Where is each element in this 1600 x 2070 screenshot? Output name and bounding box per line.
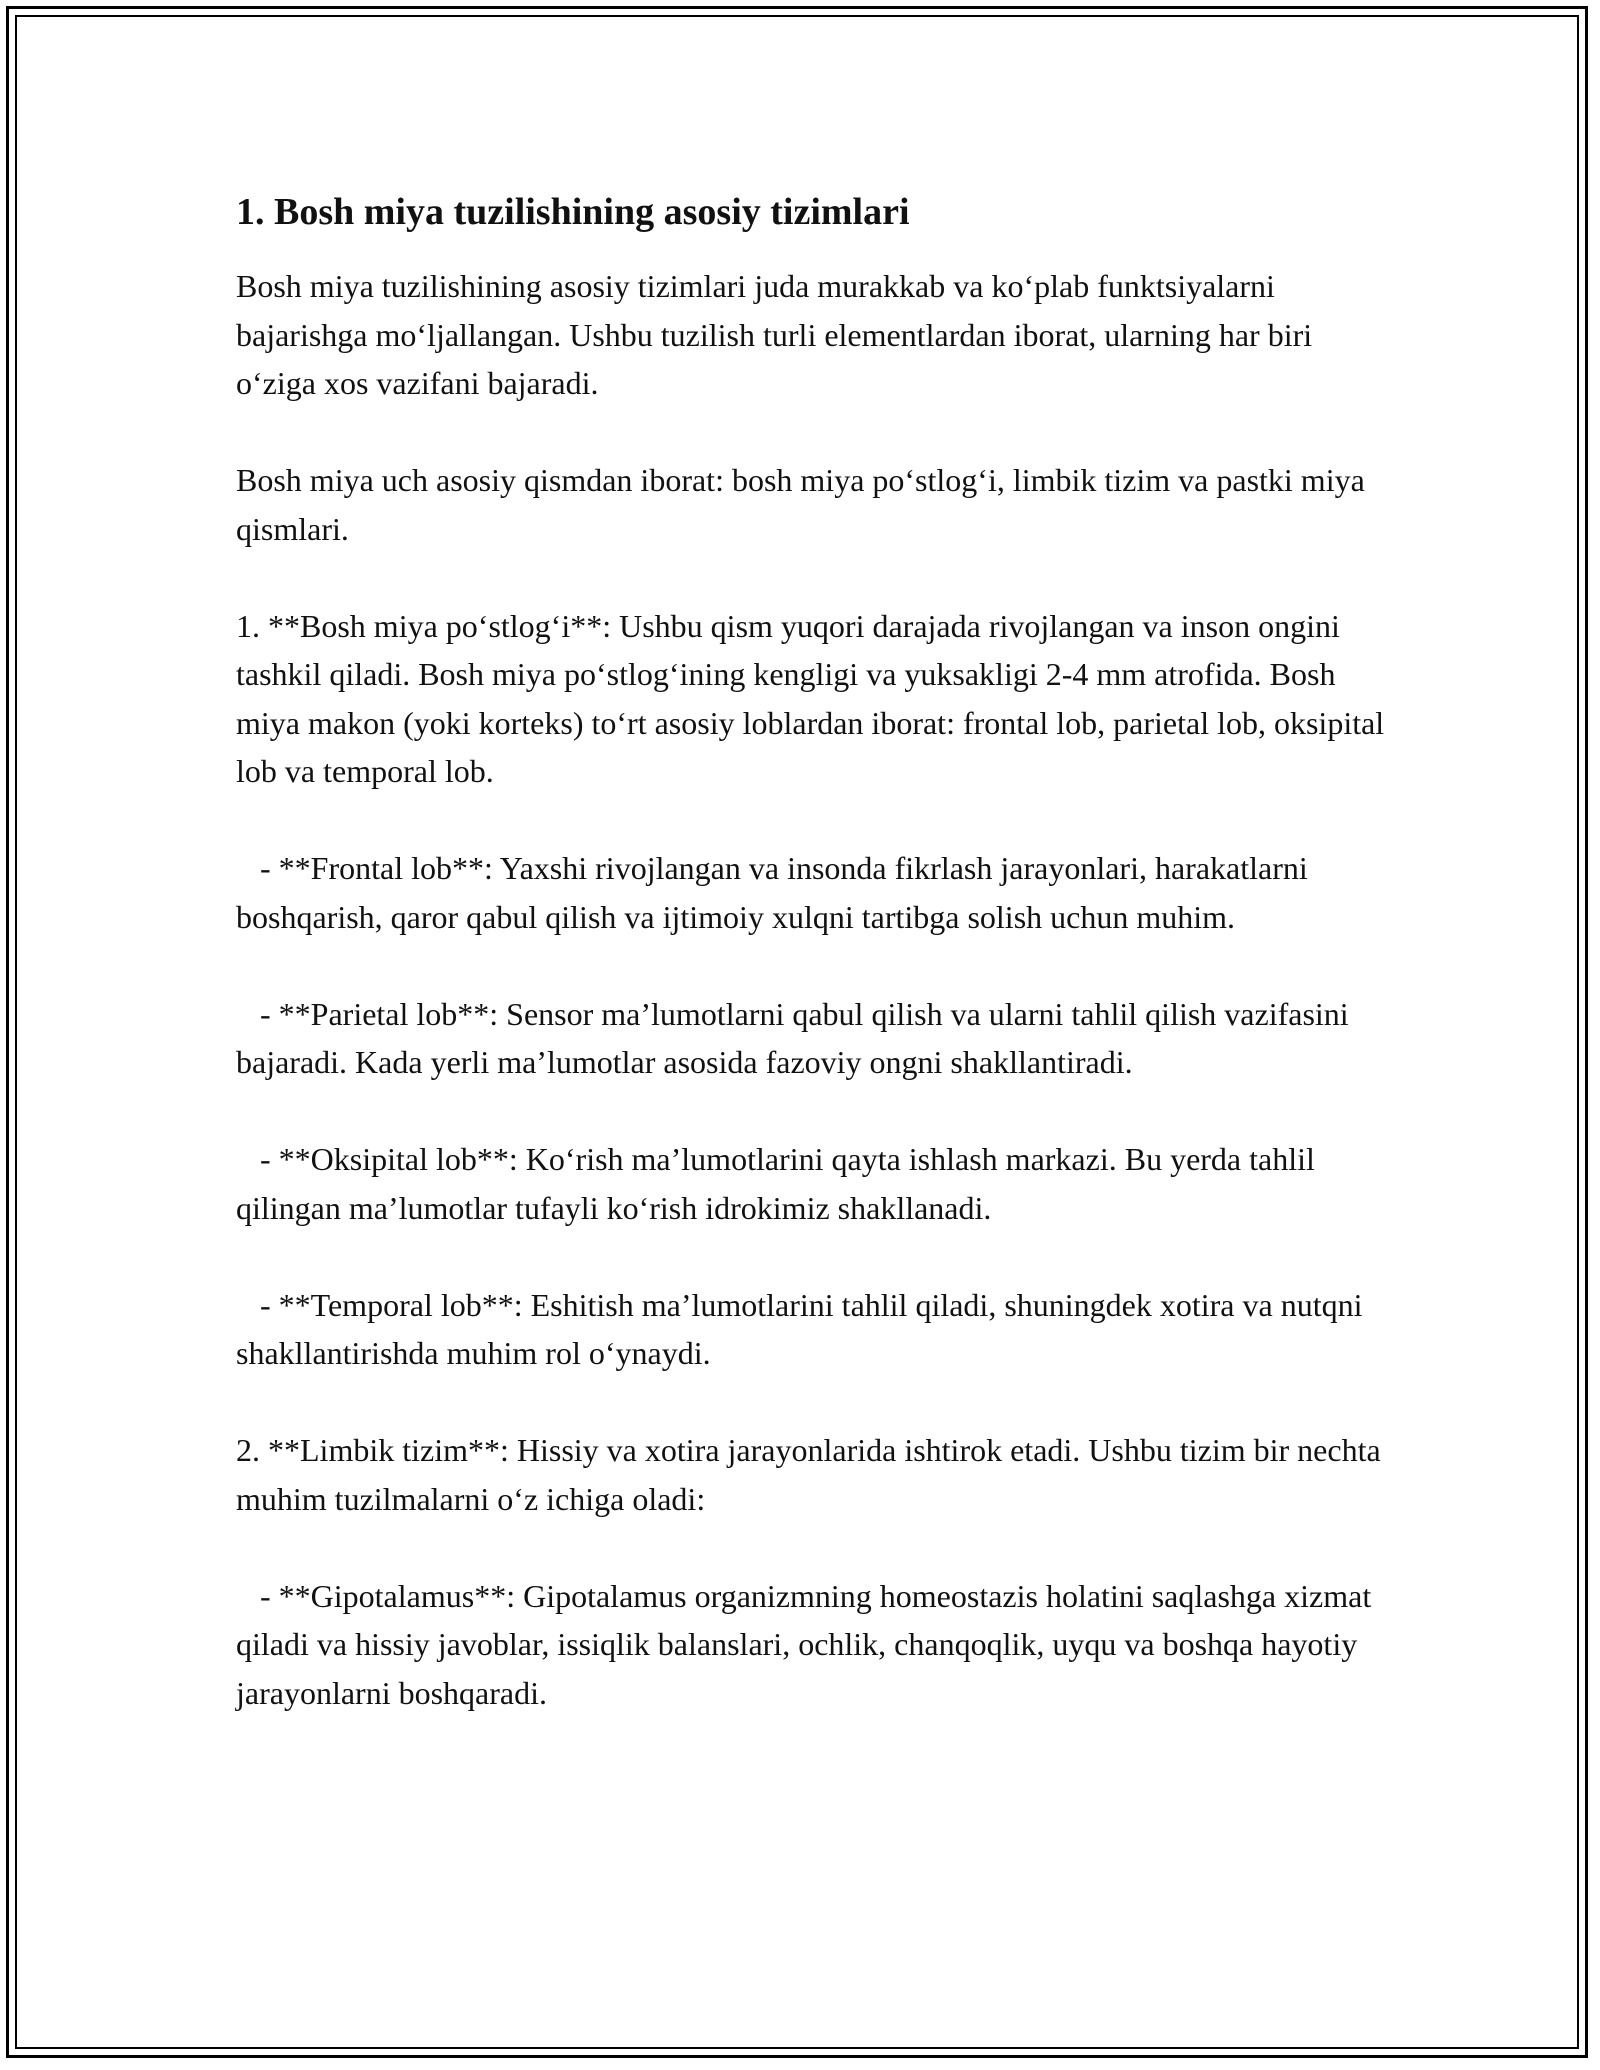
paragraph-limbic-system: 2. **Limbik tizim**: Hissiy va xotira jarayonlarida ishtirok etadi. Ushbu tizim bir nechta muhim tuzilmalarni o‘z ichiga oladi: — [236, 1432, 1389, 1517]
paragraph-hypothalamus: - **Gipotalamus**: Gipotalamus organizmning homeostazis holatini saqlashga xizmat qiladi va hissiy javoblar, issiqlik balanslari, ochlik, chanqoqlik, uyqu va boshqa hayotiy jarayonlarni boshqaradi. — [236, 1577, 1380, 1711]
section-heading: 1. Bosh miya tuzilishining asosiy tizimlari — [236, 191, 910, 233]
paragraph-temporal-lobe: - **Temporal lob**: Eshitish ma’lumotlarini tahlil qiladi, shuningdek xotira va nutqni shakllantirishda muhim rol o‘ynaydi. — [236, 1286, 1371, 1371]
document-body — [236, 188, 1393, 1766]
paragraph-cortex: 1. **Bosh miya po‘stlog‘i**: Ushbu qism yuqori darajada rivojlangan va inson ongini tashkil qiladi. Bosh miya po‘stlog‘ining kengligi va yuksakligi 2-4 mm atrofida. Bosh miya makon (yoki korteks) to‘rt asosiy loblardan iborat: frontal lob, parietal lob, oksipital lob va temporal lob. — [236, 607, 1393, 789]
paragraph-frontal-lobe: - **Frontal lob**: Yaxshi rivojlangan va insonda fikrlash jarayonlari, harakatlarni boshqarish, qaror qabul qilish va ijtimoiy xulqni tartibga solish uchun muhim. — [236, 850, 1316, 935]
paragraph-parietal-lobe: - **Parietal lob**: Sensor ma’lumotlarni qabul qilish va ularni tahlil qilish vazifasini bajaradi. Kada yerli ma’lumotlar asosida fazoviy ongni shakllantiradi. — [236, 995, 1357, 1080]
paragraph-intro: Bosh miya tuzilishining asosiy tizimlari juda murakkab va ko‘plab funktsiyalarni bajarishga mo‘ljallangan. Ushbu tuzilish turli elementlardan iborat, ularning har biri o‘ziga xos vazifani bajaradi. — [236, 268, 1321, 401]
paragraph-occipital-lobe: - **Oksipital lob**: Ko‘rish ma’lumotlarini qayta ishlash markazi. Bu yerda tahlil qilingan ma’lumotlar tufayli ko‘rish idrokimiz shakllanadi. — [236, 1141, 1323, 1226]
paragraph-three-parts: Bosh miya uch asosiy qismdan iborat: bosh miya po‘stlog‘i, limbik tizim va pastki miya qismlari. — [236, 462, 1373, 547]
